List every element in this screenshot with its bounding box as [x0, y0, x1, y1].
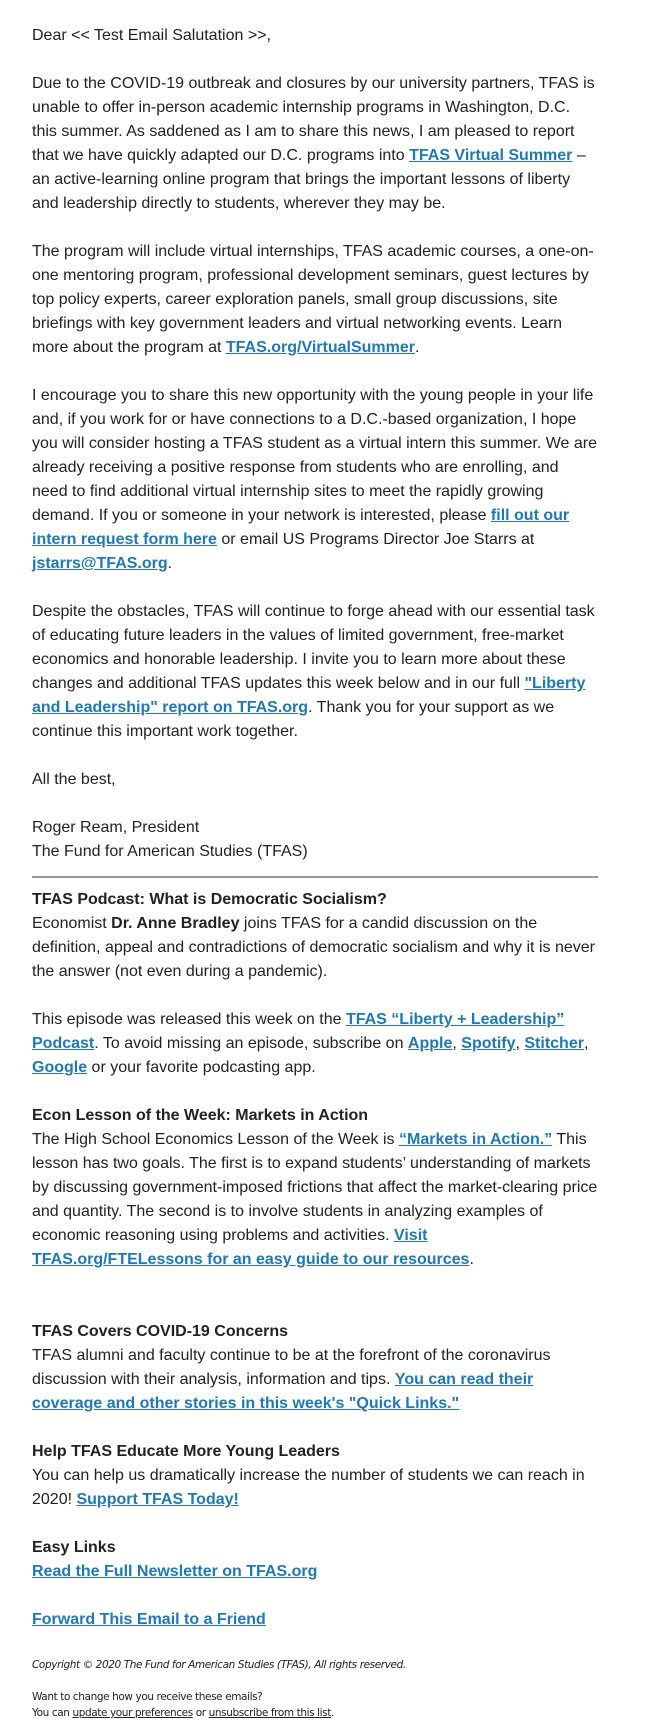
support-tfas-link[interactable]: Support TFAS Today!: [76, 1491, 239, 1508]
markets-in-action-link[interactable]: “Markets in Action.”: [399, 1131, 553, 1148]
help-description: You can help us dramatically increase the number of students we can reach in 2020! Support TFAS Today!: [32, 1467, 585, 1508]
liberty-leadership-podcast-link[interactable]: TFAS “Liberty + Leadership” Podcast: [32, 1011, 565, 1052]
easy-links-heading: Easy Links: [32, 1539, 116, 1556]
virtual-summer-url-link[interactable]: TFAS.org/VirtualSummer: [225, 339, 415, 356]
footer: [32, 1657, 598, 1721]
google-podcast-link[interactable]: Google: [32, 1059, 88, 1076]
divider: [32, 876, 598, 878]
full-newsletter-link[interactable]: Read the Full Newsletter on TFAS.org: [32, 1563, 318, 1580]
covid-description: TFAS alumni and faculty continue to be at the forefront of the coronavirus discussion with their analysis, information and tips. You can read their coverage and other stories in this week's "Quick Links.": [32, 1347, 551, 1412]
fte-lessons-link[interactable]: Visit TFAS.org/FTELessons for an easy guide to our resources: [32, 1227, 470, 1268]
email-jstarrs-link[interactable]: jstarrs@TFAS.org: [32, 555, 168, 572]
tfas-virtual-summer-link[interactable]: TFAS Virtual Summer: [409, 147, 573, 164]
apple-podcast-link[interactable]: Apple: [407, 1035, 453, 1052]
closing: All the best,: [32, 771, 116, 788]
paragraph-encourage: I encourage you to share this new opportunity with the young people in your life and, if you work for or have connections to a D.C.-based organization, I hope you will consider hosting a TFAS student as a virtual intern this summer. We are already receiving a positive response from students who are enrolling, and need to find additional virtual internship sites to meet the rapidly growing demand. If you or someone in your network is interested, please fill out our intern request form here or email US Programs Director Joe Starrs at jstarrs@TFAS.org.: [32, 387, 597, 572]
email-body: [32, 24, 598, 1632]
help-heading: Help TFAS Educate More Young Leaders: [32, 1443, 340, 1460]
podcast-description: Economist Dr. Anne Bradley joins TFAS for a candid discussion on the definition, appeal and contradictions of democratic socialism and why it is never the answer (not even during a pandemic).: [32, 915, 595, 980]
podcast-heading: TFAS Podcast: What is Democratic Socialism?: [32, 891, 387, 908]
paragraph-obstacles: Despite the obstacles, TFAS will continue to forge ahead with our essential task of educating future leaders in the values of limited government, free-market economics and honorable leadership. I invite you to learn more about these changes and additional TFAS updates this week below and in our full "Liberty and Leadership" report on TFAS.org. Thank you for your support as we continue this important work together.: [32, 603, 595, 740]
preferences-line: You can update your preferences or unsubscribe from this list.: [32, 1707, 334, 1719]
paragraph-program: The program will include virtual internships, TFAS academic courses, a one-on-one mentoring program, professional development seminars, guest lectures by top policy experts, career exploration panels, small group discussions, site briefings with key government leaders and virtual networking events. Learn more about the program at TFAS.org/VirtualSummer.: [32, 243, 594, 356]
intern-request-form-link[interactable]: fill out our intern request form here: [32, 507, 570, 548]
podcast-subscribe: This episode was released this week on the TFAS “Liberty + Leadership” Podcast. To avoid missing an episode, subscribe on Apple, Spotify, Stitcher, Google or your favorite podcasting app.: [32, 1011, 589, 1076]
econ-description: The High School Economics Lesson of the Week is “Markets in Action.” This lesson has two goals. The first is to expand students’ understanding of markets by discussing government-imposed frictions that affect the market-clearing price and quantity. The second is to involve students in analyzing examples of economic reasoning using problems and activities. Visit TFAS.org/FTELessons for an easy guide to our resources.: [32, 1131, 598, 1268]
stitcher-link[interactable]: Stitcher: [524, 1035, 584, 1052]
salutation: Dear << Test Email Salutation >>,: [32, 27, 271, 44]
signature-org: The Fund for American Studies (TFAS): [32, 843, 308, 860]
update-preferences-link[interactable]: update your preferences: [72, 1707, 193, 1719]
covid-heading: TFAS Covers COVID-19 Concerns: [32, 1323, 289, 1340]
signature-name: Roger Ream, President: [32, 819, 200, 836]
spotify-link[interactable]: Spotify: [461, 1035, 516, 1052]
unsubscribe-link[interactable]: unsubscribe from this list: [208, 1707, 331, 1719]
liberty-leadership-report-link[interactable]: "Liberty and Leadership" report on TFAS.org: [32, 675, 586, 716]
econ-heading: Econ Lesson of the Week: Markets in Action: [32, 1107, 369, 1124]
paragraph-virtual-summer: Due to the COVID-19 outbreak and closures by our university partners, TFAS is unable to offer in-person academic internship programs in Washington, D.C. this summer. As saddened as I am to share this news, I am pleased to report that we have quickly adapted our D.C. programs into TFAS Virtual Summer – an active-learning online program that brings the important lessons of liberty and leadership directly to students, wherever they may be.: [32, 75, 595, 212]
copyright-text: Copyright © 2020 The Fund for American Studies (TFAS), All rights reserved.: [32, 1659, 406, 1671]
preferences-question: Want to change how you receive these emails?: [32, 1691, 263, 1703]
quick-links-link[interactable]: You can read their coverage and other stories in this week's "Quick Links.": [32, 1371, 534, 1412]
guest-name: Dr. Anne Bradley: [111, 915, 240, 932]
forward-email-link[interactable]: Forward This Email to a Friend: [32, 1611, 266, 1628]
